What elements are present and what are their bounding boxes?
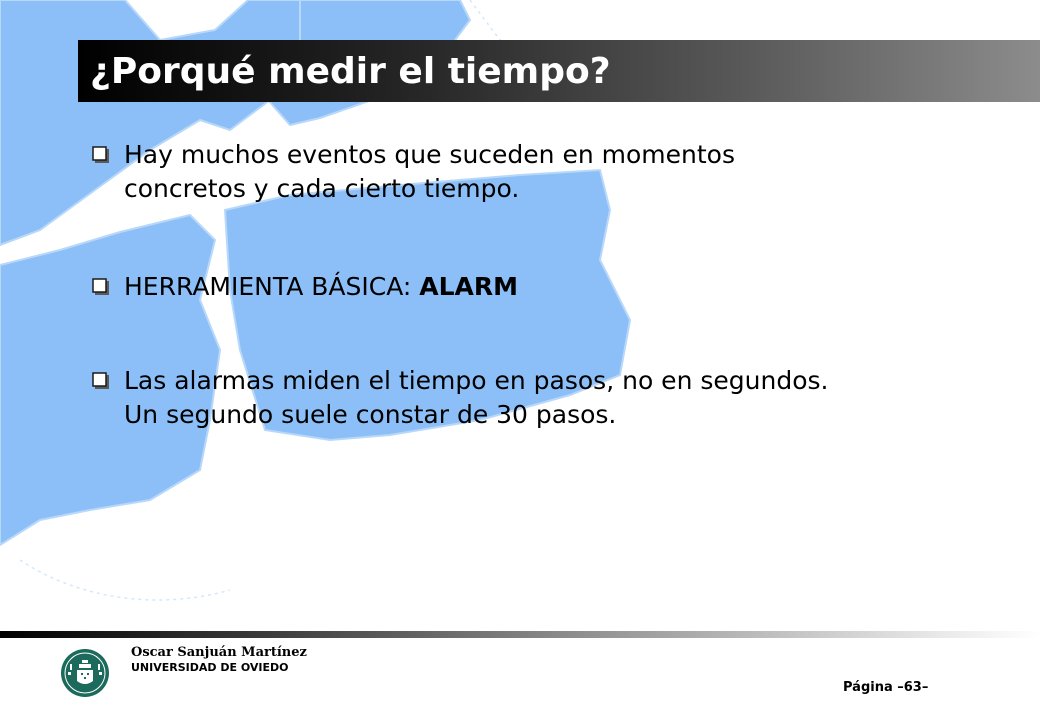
checkbox-bullet-icon <box>92 372 110 390</box>
bullet-line: Un segundo suele constar de 30 pasos. <box>124 400 617 429</box>
bullet-line: Hay muchos eventos que suceden en momentos <box>124 140 735 169</box>
author-name: Oscar Sanjuán Martínez <box>131 645 307 660</box>
bullet-text <box>124 138 984 206</box>
bullet-emphasis: ALARM <box>419 272 518 301</box>
bullet-prefix: HERRAMIENTA BÁSICA: <box>124 272 420 301</box>
bullet-text <box>124 364 984 432</box>
bullet-text <box>124 270 984 304</box>
page-number: Página –63– <box>843 680 929 695</box>
university-name: UNIVERSIDAD DE OVIEDO <box>131 661 289 674</box>
footer-divider <box>0 631 1040 638</box>
bullet-line <box>124 270 984 304</box>
university-seal-icon <box>60 648 110 698</box>
bullet-line: Las alarmas miden el tiempo en pasos, no en segundos. <box>124 366 829 395</box>
slide-title: ¿Porqué medir el tiempo? <box>90 51 611 92</box>
checkbox-bullet-icon <box>92 146 110 164</box>
bullet-line: concretos y cada cierto tiempo. <box>124 174 520 203</box>
checkbox-bullet-icon <box>92 278 110 296</box>
